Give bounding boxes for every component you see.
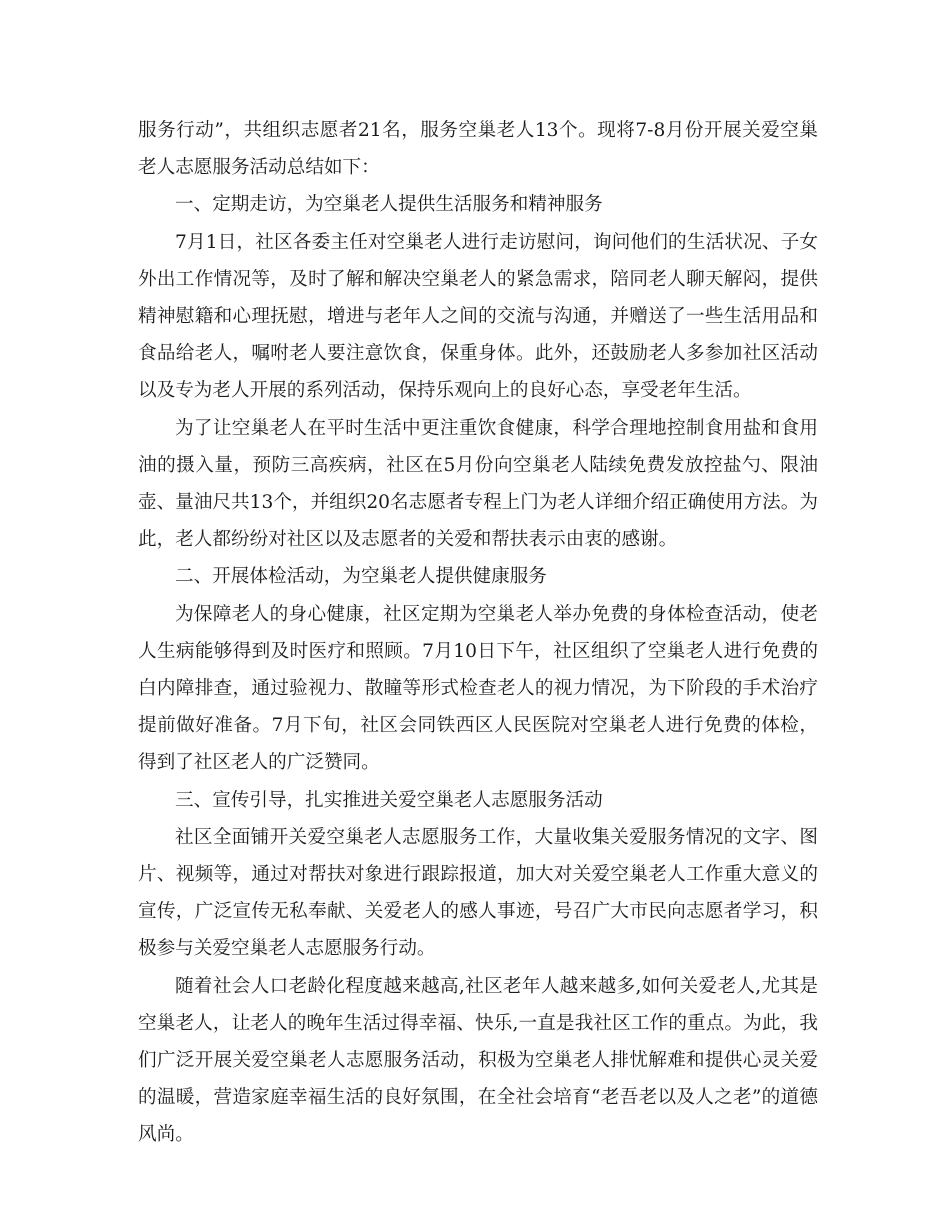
document-body <box>138 112 818 1154</box>
section-heading-2: 二、开展体检活动，为空巢老人提供健康服务 <box>175 566 547 588</box>
section-heading-1: 一、定期走访，为空巢老人提供生活服务和精神服务 <box>175 194 603 216</box>
paragraph-6: 随着社会人口老龄化程度越来越高,社区老年人越来越多,如何关爱老人,尤其是空巢老人，让老人的晚年生活过得幸福、快乐,一直是我社区工作的重点。为此，我们广泛开展关爱空巢老人志愿服务活动，积极为空巢老人排忧解难和提供心灵关爱的温暖，营造家庭幸福生活的良好氛围，在全社会培育“老吾老以及人之老”的道德风尚。 <box>138 975 818 1146</box>
paragraph-5: 社区全面铺开关爱空巢老人志愿服务工作，大量收集关爱服务情况的文字、图片、视频等，通过对帮扶对象进行跟踪报道，加大对关爱空巢老人工作重大意义的宣传，广泛宣传无私奉献、关爱老人的感人事迹，号召广大市民向志愿者学习，积极参与关爱空巢老人志愿服务行动。 <box>138 826 818 960</box>
paragraph-4: 为保障老人的身心健康，社区定期为空巢老人举办免费的身体检查活动，使老人生病能够得到及时医疗和照顾。7月10日下午，社区组织了空巢老人进行免费的白内障排查，通过验视力、散瞳等形式检查老人的视力情况，为下阶段的手术治疗提前做好准备。7月下旬，社区会同铁西区人民医院对空巢老人进行免费的体检，得到了社区老人的广泛赞同。 <box>138 603 818 774</box>
paragraph-3: 为了让空巢老人在平时生活中更注重饮食健康，科学合理地控制食用盐和食用油的摄入量，预防三高疾病，社区在5月份向空巢老人陆续免费发放控盐勺、限油壶、量油尺共13个，并组织20名志愿者专程上门为老人详细介绍正确使用方法。为此，老人都纷纷对社区以及志愿者的关爱和帮扶表示由衷的感谢。 <box>138 417 818 551</box>
paragraph-2: 7月1日，社区各委主任对空巢老人进行走访慰问，询问他们的生活状况、子女外出工作情况等，及时了解和解决空巢老人的紧急需求，陪同老人聊天解闷，提供精神慰籍和心理抚慰，增进与老年人之间的交流与沟通，并赠送了一些生活用品和食品给老人，嘱咐老人要注意饮食，保重身体。此外，还鼓励老人多参加社区活动以及专为老人开展的系列活动，保持乐观向上的良好心态，享受老年生活。 <box>138 231 818 402</box>
section-heading-3: 三、宣传引导，扎实推进关爱空巢老人志愿服务活动 <box>175 789 603 811</box>
paragraph-1: 服务行动”，共组织志愿者21名，服务空巢老人13个。现将7-8月份开展关爱空巢老人志愿服务活动总结如下： <box>138 120 818 179</box>
